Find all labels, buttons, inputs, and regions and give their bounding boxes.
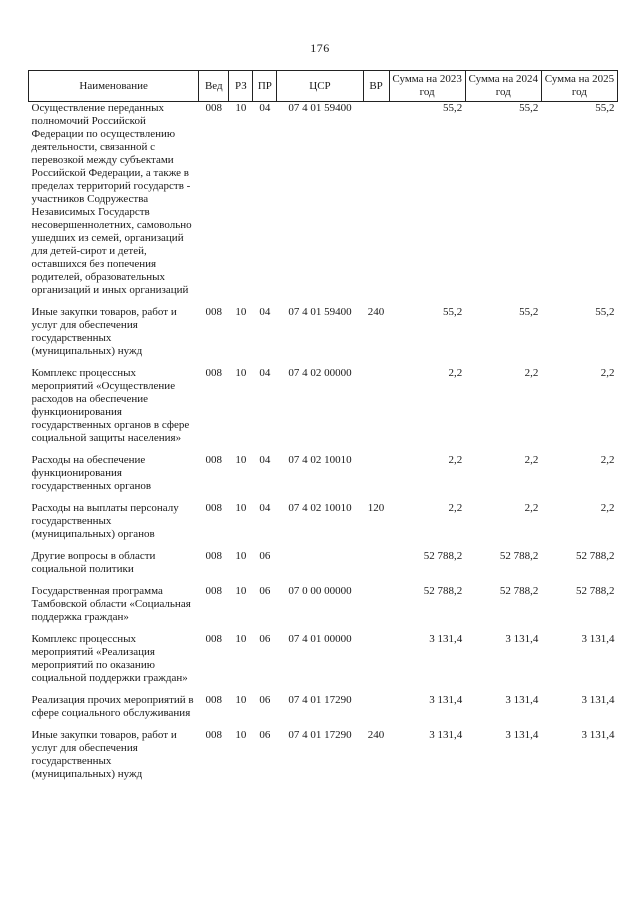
row-sum-2024: 52 788,2 <box>499 585 539 597</box>
row-sum-2024: 3 131,4 <box>505 729 539 741</box>
row-sum-2024: 3 131,4 <box>505 633 539 645</box>
row-csr: 07 4 02 00000 <box>288 367 352 379</box>
row-vr <box>363 367 389 454</box>
row-sum-2025: 2,2 <box>600 502 615 514</box>
row-sum-2025: 2,2 <box>600 367 615 379</box>
row-ved: 008 <box>205 694 223 706</box>
row-csr: 07 4 01 00000 <box>288 633 352 645</box>
header-sum-2023: Сумма на 2023 год <box>389 71 465 102</box>
row-sum-2025: 3 131,4 <box>581 729 615 741</box>
row-rz: 10 <box>235 454 247 466</box>
header-sum-2025: Сумма на 2025 год <box>541 71 617 102</box>
row-name: Иные закупки товаров, работ и услуг для обеспечения государственных (муниципальных) нужд <box>31 306 177 357</box>
row-name: Реализация прочих мероприятий в сфере социального обслуживания <box>31 694 194 719</box>
row-pr: 06 <box>259 729 271 741</box>
table-row <box>29 633 618 694</box>
row-sum-2024: 2,2 <box>524 502 539 514</box>
row-vr <box>363 585 389 633</box>
row-name: Комплекс процессных мероприятий «Осуществление расходов на обеспечение функционирования государственных органов в сфере социальной защиты населения» <box>31 367 190 444</box>
row-pr: 04 <box>259 454 271 466</box>
row-csr: 07 0 00 00000 <box>288 585 352 597</box>
row-sum-2023: 3 131,4 <box>429 633 463 645</box>
table-row <box>29 454 618 502</box>
row-sum-2024: 2,2 <box>524 367 539 379</box>
row-vr <box>363 694 389 729</box>
header-vr: ВР <box>363 71 389 102</box>
row-rz: 10 <box>235 729 247 741</box>
row-pr: 06 <box>259 694 271 706</box>
row-vr <box>363 550 389 585</box>
row-name: Другие вопросы в области социальной политики <box>31 550 156 575</box>
row-sum-2025: 2,2 <box>600 454 615 466</box>
row-rz: 10 <box>235 306 247 318</box>
row-csr: 07 4 02 10010 <box>288 454 352 466</box>
row-name: Расходы на обеспечение функционирования государственных органов <box>31 454 152 492</box>
table-row <box>29 585 618 633</box>
page-number: 176 <box>310 41 330 55</box>
row-sum-2025: 3 131,4 <box>581 694 615 706</box>
row-name: Иные закупки товаров, работ и услуг для обеспечения государственных (муниципальных) нужд <box>31 729 177 780</box>
row-sum-2023: 52 788,2 <box>423 550 463 562</box>
row-ved: 008 <box>205 454 223 466</box>
header-csr: ЦСР <box>277 71 363 102</box>
header-rz: РЗ <box>229 71 253 102</box>
row-name: Осуществление переданных полномочий Российской Федерации по осуществлению деятельности, связанной с перевозкой между субъектами Российской Федерации, а также в пределах территорий государств - участников Содружества Независимых Государств несовершеннолетних, самовольно ушедших из семей, организаций для детей-сирот и детей, оставшихся без попечения родителей, образовательных организаций и иных организаций <box>31 102 192 296</box>
row-csr <box>277 550 363 585</box>
row-ved: 008 <box>205 367 223 379</box>
row-ved: 008 <box>205 502 223 514</box>
row-sum-2023: 55,2 <box>442 306 463 318</box>
table-row <box>29 694 618 729</box>
row-ved: 008 <box>205 306 223 318</box>
table-row <box>29 502 618 550</box>
row-pr: 04 <box>259 367 271 379</box>
row-ved: 008 <box>205 550 223 562</box>
row-sum-2025: 52 788,2 <box>576 550 615 562</box>
row-pr: 04 <box>259 502 271 514</box>
row-ved: 008 <box>205 633 223 645</box>
table-body <box>29 102 618 791</box>
row-vr <box>363 633 389 694</box>
row-ved: 008 <box>205 102 223 114</box>
row-vr: 240 <box>367 729 385 741</box>
row-sum-2024: 55,2 <box>519 102 539 114</box>
row-sum-2025: 55,2 <box>595 306 615 318</box>
row-name: Расходы на выплаты персоналу государственных (муниципальных) органов <box>31 502 179 540</box>
row-csr: 07 4 01 59400 <box>288 306 352 318</box>
row-sum-2023: 52 788,2 <box>423 585 463 597</box>
row-vr: 240 <box>367 306 385 318</box>
row-sum-2024: 3 131,4 <box>505 694 539 706</box>
row-sum-2024: 55,2 <box>519 306 539 318</box>
table-row <box>29 306 618 367</box>
header-ved: Вед <box>199 71 229 102</box>
row-rz: 10 <box>235 694 247 706</box>
row-name: Государственная программа Тамбовской области «Социальная поддержка граждан» <box>31 585 191 623</box>
row-pr: 06 <box>259 585 271 597</box>
row-pr: 04 <box>259 102 271 114</box>
row-pr: 06 <box>259 550 271 562</box>
row-vr <box>363 454 389 502</box>
header-name: Наименование <box>29 71 199 102</box>
row-csr: 07 4 01 17290 <box>288 694 352 706</box>
table-row <box>29 367 618 454</box>
row-vr <box>363 102 389 307</box>
row-sum-2024: 52 788,2 <box>499 550 539 562</box>
row-sum-2023: 2,2 <box>448 502 463 514</box>
row-pr: 04 <box>259 306 271 318</box>
row-sum-2023: 2,2 <box>448 367 463 379</box>
row-name: Комплекс процессных мероприятий «Реализация мероприятий по оказанию социальной поддержки граждан» <box>31 633 188 684</box>
row-rz: 10 <box>235 633 247 645</box>
row-rz: 10 <box>235 367 247 379</box>
row-ved: 008 <box>205 729 223 741</box>
row-rz: 10 <box>235 102 247 114</box>
table-row <box>29 102 618 307</box>
table-row <box>29 550 618 585</box>
table-header <box>29 71 618 102</box>
row-sum-2024: 2,2 <box>524 454 539 466</box>
table-row <box>29 729 618 790</box>
row-sum-2023: 55,2 <box>442 102 463 114</box>
row-rz: 10 <box>235 550 247 562</box>
header-pr: ПР <box>253 71 277 102</box>
row-csr: 07 4 01 17290 <box>288 729 352 741</box>
row-csr: 07 4 01 59400 <box>288 102 352 114</box>
row-sum-2025: 55,2 <box>595 102 615 114</box>
row-pr: 06 <box>259 633 271 645</box>
row-sum-2025: 3 131,4 <box>581 633 615 645</box>
row-csr: 07 4 02 10010 <box>288 502 352 514</box>
row-rz: 10 <box>235 502 247 514</box>
row-rz: 10 <box>235 585 247 597</box>
row-sum-2023: 2,2 <box>448 454 463 466</box>
row-vr: 120 <box>367 502 385 514</box>
row-sum-2025: 52 788,2 <box>576 585 615 597</box>
row-sum-2023: 3 131,4 <box>429 729 463 741</box>
header-sum-2024: Сумма на 2024 год <box>465 71 541 102</box>
header-row <box>29 71 618 102</box>
budget-table <box>28 70 618 790</box>
row-ved: 008 <box>205 585 223 597</box>
row-sum-2023: 3 131,4 <box>429 694 463 706</box>
